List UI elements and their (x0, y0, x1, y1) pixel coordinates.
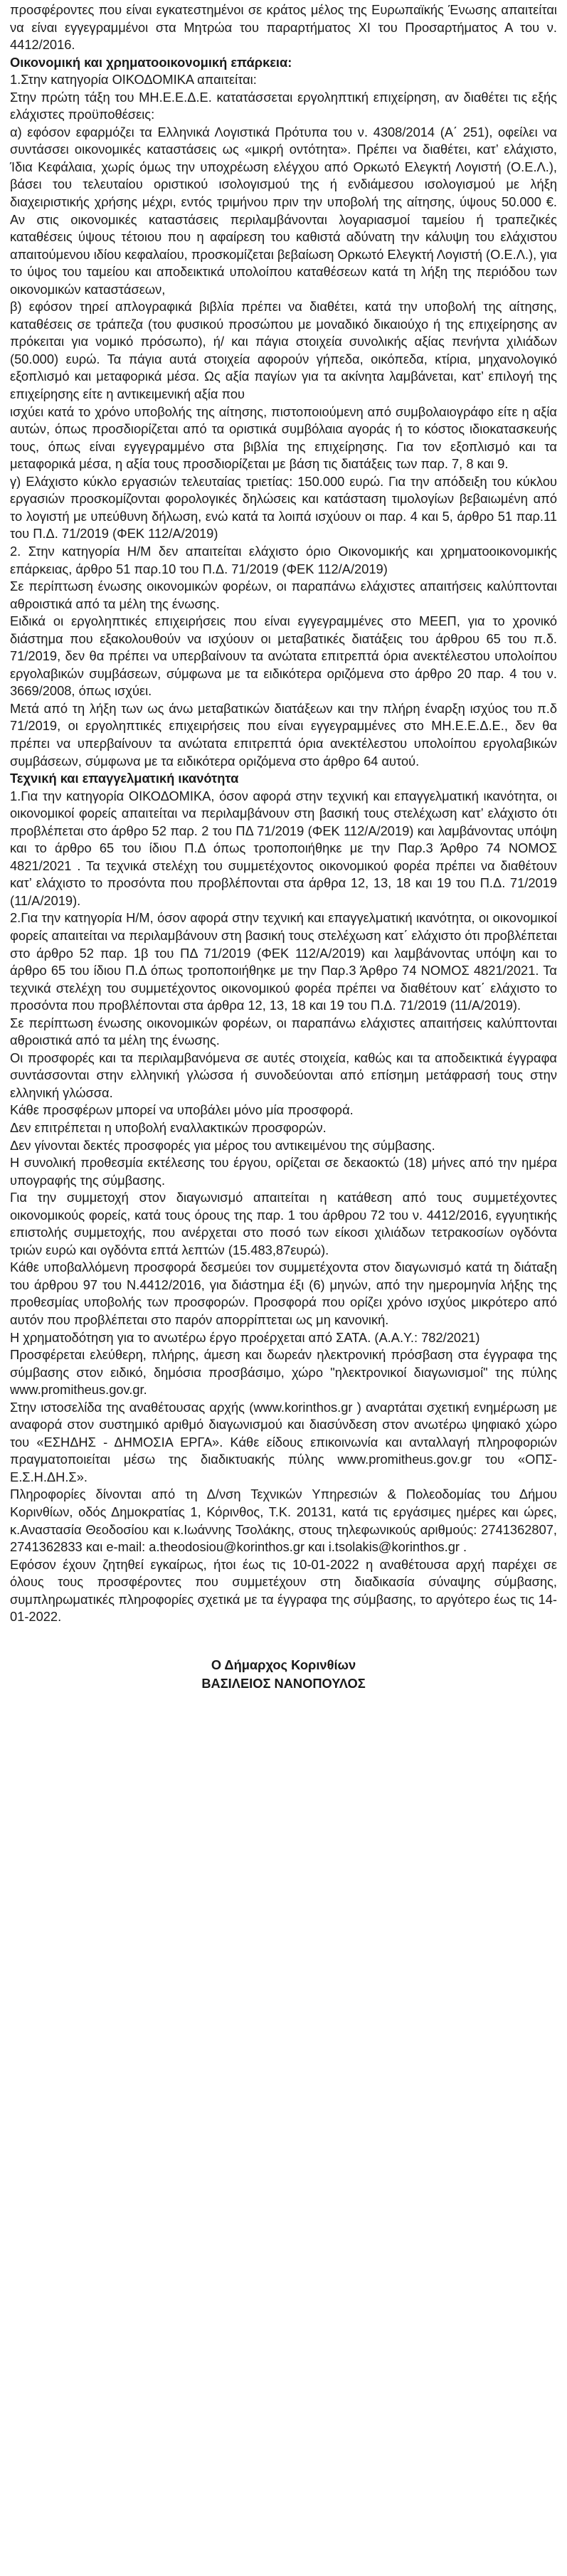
announcement-body (10, 1, 557, 1626)
body-paragraph: 1.Για την κατηγορία ΟΙΚΟΔΟΜΙΚΑ, όσον αφορά στην τεχνική και επαγγελματική ικανότητα, οι οικονομικοί φορείς απαιτείται να περιλαμβάνουν στη βασική τους στελέχωση κατ’ ελάχιστο ότι προβλέπεται στο άρθρο 52 παρ. 2 του ΠΔ 71/2019 (ΦΕΚ 112/Α/2019) και λαμβάνοντας υπόψη και το άρθρο 65 του ίδιου Π.Δ όπως τροποποιήθηκε με την Παρ.3 Άρθρο 74 ΝΟΜΟΣ 4821/2021 . Τα τεχνικά στελέχη του συμμετέχοντος οικονομικού φορέα πρέπει να διαθέτουν κατ’ ελάχιστο το προσόντα που προβλέπονται στα άρθρα 12, 13, 18 και 19 του Π.Δ. 71/2019 (11/Α/2019). (10, 788, 557, 908)
body-paragraph: 2. Στην κατηγορία Η/Μ δεν απαιτείται ελάχιστο όριο Οικονομικής και χρηματοοικονομικής επάρκειας, άρθρο 51 παρ.10 του Π.Δ. 71/2019 (ΦΕΚ 112/Α/2019) (10, 543, 557, 576)
body-paragraph: Ειδικά οι εργοληπτικές επιχειρήσεις που είναι εγγεγραμμένες στο ΜΕΕΠ, για το χρονικό διάστημα που εξακολουθούν να ισχύουν οι μεταβατικές διατάξεις του άρθρου 65 του π.δ. 71/2019, δεν θα πρέπει να υπερβαίνουν τα ανώτατα επιτρεπτά όρια ανεκτέλεστου υπολοίπου εργολαβικών συμβάσεων, σύμφωνα με τα ειδικότερα οριζόμενα στο άρθρο 20 παρ. 4 του ν. 3669/2008, όπως ισχύει. (10, 613, 557, 699)
body-paragraph: Εφόσον έχουν ζητηθεί εγκαίρως, ήτοι έως τις 10-01-2022 η αναθέτουσα αρχή παρέχει σε όλους τους προσφέροντες που συμμετέχουν στη διαδικασία σύναψης σύμβασης, συμπληρωματικές πληροφορίες σχετικά με τα έγγραφα της σύμβασης, το αργότερο έως τις 14-01-2022. (10, 1556, 557, 1625)
body-paragraph: προσφέροντες που είναι εγκατεστημένοι σε κράτος μέλος της Ευρωπαϊκής Ένωσης απαιτείται να είναι εγγεγραμμένοι στα Μητρώα του παραρτήματος XI του Προσαρτήματος Α του ν. 4412/2016. (10, 2, 557, 53)
body-paragraph: γ) Ελάχιστο κύκλο εργασιών τελευταίας τριετίας: 150.000 ευρώ. Για την απόδειξη του κύκλου εργασιών προσκομίζονται φορολογικές δηλώσεις και κατάσταση τιμολογίων βεβαιωμένη από το λογιστή με υπεύθυνη δήλωση, ενώ κατά τα λοιπά ισχύουν οι παρ. 4 και 5, άρθρο 51 παρ.11 του Π.Δ. 71/2019 (ΦΕΚ 112/Α/2019) (10, 473, 557, 542)
body-paragraph: ισχύει κατά το χρόνο υποβολής της αίτησης, πιστοποιούμενη από συμβολαιογράφο είτε η αξία αυτών, όπως προσδιορίζεται από τα οριστικά συμβόλαια αγοράς ή το κόστος ιδιοκατασκευής τους, όπως είναι εγγεγραμμένο στα βιβλία της επιχείρησης. Για τον εξοπλισμό και τα μεταφορικά μέσα, η αξία τους προσδιορίζεται με βάση τις διατάξεις των παρ. 7, 8 και 9. (10, 403, 557, 472)
body-paragraph: Πληροφορίες δίνονται από τη Δ/νση Τεχνικών Υπηρεσιών & Πολεοδομίας του Δήμου Κορινθίων, οδός Δημοκρατίας 1, Κόρινθος, Τ.Κ. 20131, κατά τις εργάσιμες ημέρες και ώρες, κ.Αναστασία Θεοδοσίου και κ.Ιωάννης Τσολάκης, στους τηλεφωνικούς αριθμούς: 2741362807, 2741362833 και e-mail: a.theodosiou@korinthos.gr και i.tsolakis@korinthos.gr . (10, 1487, 557, 1555)
body-paragraph: 1.Στην κατηγορία ΟΙΚΟΔΟΜΙΚΑ απαιτείται: (10, 72, 257, 88)
section-heading: Τεχνική και επαγγελματική ικανότητα (10, 771, 239, 786)
body-paragraph: Η χρηματοδότηση για το ανωτέρω έργο προέρχεται από ΣΑΤΑ. (Α.Α.Υ.: 782/2021) (10, 1329, 480, 1345)
signature-title: Ο Δήμαρχος Κορινθίων (211, 1657, 356, 1672)
body-paragraph: Προσφέρεται ελεύθερη, πλήρης, άμεση και δωρεάν ηλεκτρονική πρόσβαση στα έγγραφα της σύμβασης στον ειδικό, δημόσια προσβάσιμο, χώρο "ηλεκτρονικοί διαγωνισμοί" της πύλης www.promitheus.gov.gr. (10, 1347, 557, 1398)
signature-block (10, 1656, 557, 1693)
body-paragraph: Κάθε προσφέρων μπορεί να υποβάλει μόνο μία προσφορά. (10, 1102, 354, 1118)
body-paragraph: Δεν επιτρέπεται η υποβολή εναλλακτικών προσφορών. (10, 1120, 327, 1135)
body-paragraph: Σε περίπτωση ένωσης οικονομικών φορέων, οι παραπάνω ελάχιστες απαιτήσεις καλύπτονται αθροιστικά από τα μέλη της ένωσης. (10, 1015, 557, 1048)
section-heading: Οικονομική και χρηματοοικονομική επάρκεια: (10, 54, 292, 70)
body-paragraph: 2.Για την κατηγορία Η/Μ, όσον αφορά στην τεχνική και επαγγελματική ικανότητα, οι οικονομικοί φορείς απαιτείται να περιλαμβάνουν στη βασική τους στελέχωση κατ΄ ελάχιστο ότι προβλέπεται στο άρθρο 52 παρ. 1β του ΠΔ 71/2019 (ΦΕΚ 112/Α/2019) και λαμβάνοντας υπόψη και το άρθρο 65 του ίδιου Π.Δ όπως τροποποιήθηκε με την Παρ.3 Άρθρο 74 ΝΟΜΟΣ 4821/2021. Τα τεχνικά στελέχη του συμμετέχοντος οικονομικού φορέα πρέπει να διαθέτουν κατ΄ ελάχιστο το προσόντα που προβλέπονται στα άρθρα 12, 13, 18 και 19 του Π.Δ. 71/2019 (11/Α/2019). (10, 910, 557, 1013)
body-paragraph: Οι προσφορές και τα περιλαμβανόμενα σε αυτές στοιχεία, καθώς και τα αποδεικτικά έγγραφα συντάσσονται στην ελληνική γλώσσα ή συνοδεύονται από επίσημη μετάφρασή τους στην ελληνική γλώσσα. (10, 1050, 557, 1100)
body-paragraph: Σε περίπτωση ένωσης οικονομικών φορέων, οι παραπάνω ελάχιστες απαιτήσεις καλύπτονται αθροιστικά από τα μέλη της ένωσης. (10, 579, 557, 611)
body-paragraph: Στην πρώτη τάξη του ΜΗ.Ε.Ε.Δ.Ε. κατατάσσεται εργοληπτική επιχείρηση, αν διαθέτει τις εξής ελάχιστες προϋποθέσεις: (10, 89, 557, 122)
body-paragraph: Δεν γίνονται δεκτές προσφορές για μέρος του αντικειμένου της σύμβασης. (10, 1137, 435, 1153)
body-paragraph: β) εφόσον τηρεί απλογραφικά βιβλία πρέπει να διαθέτει, κατά την υποβολή της αίτησης, καταθέσεις σε τράπεζα (του φυσικού προσώπου με μοναδικό δικαιούχο ή της επιχείρησης αν πρόκειται για νομικό πρόσωπο), ή/ και πάγια στοιχεία συνολικής αξίας πενήντα χιλιάδων (50.000) ευρώ. Τα πάγια αυτά στοιχεία αφορούν γήπεδα, οικόπεδα, κτίρια, μηχανολογικό εξοπλισμό και μεταφορικά μέσα. Ως αξία παγίων για τα ακίνητα λαμβάνεται, κατ’ επιλογή της επιχείρησης είτε η αντικειμενική αξία που (10, 299, 557, 402)
body-paragraph: Μετά από τη λήξη των ως άνω μεταβατικών διατάξεων και την πλήρη έναρξη ισχύος του π.δ 71/2019, οι εργοληπτικές επιχειρήσεις που είναι εγγεγραμμένες στο ΜΗ.Ε.Ε.Δ.Ε., δεν θα πρέπει να υπερβαίνουν τα ανώτατα επιτρεπτά όρια ανεκτέλεστου υπολοίπου εργολαβικών συμβάσεων, σύμφωνα με τα ειδικότερα οριζόμενα στο άρθρο 64 αυτού. (10, 700, 557, 769)
body-paragraph: Η συνολική προθεσμία εκτέλεσης του έργου, ορίζεται σε δεκαοκτώ (18) μήνες από την ημέρα υπογραφής της σύμβασης. (10, 1155, 557, 1188)
body-paragraph: α) εφόσον εφαρμόζει τα Ελληνικά Λογιστικά Πρότυπα του ν. 4308/2014 (Α΄ 251), οφείλει να συντάσσει οικονομικές καταστάσεις ως «μικρή οντότητα». Πρέπει να διαθέτει, κατ’ ελάχιστο, Ίδια Κεφάλαια, χωρίς όμως την υποχρέωση ελέγχου από Ορκωτό Ελεγκτή Λογιστή (Ο.Ε.Λ.), βάσει του τελευταίου οριστικού ισολογισμού της ή ενδιάμεσου ισολογισμού με λήξη διαχειριστικής χρήσης μέχρι, εντός τριμήνου πριν την υποβολή της αίτησης, ύψους 50.000 €. Αν στις οικονομικές καταστάσεις περιλαμβάνονται λογαριασμοί ταμείου ή τραπεζικές καταθέσεις ύψους τέτοιου που η αφαίρεση του καθιστά αδύνατη την κάλυψη του ελάχιστου απαιτούμενου ιδίου κεφαλαίου, προσκομίζεται βεβαίωση Ορκωτό Ελεγκτή Λογιστή (Ο.Ε.Λ.), για το ύψος του ταμείου και αποδεικτικά υπολοίπου καταθέσεων κατά τη λήξη της περιόδου των οικονομικών καταστάσεων, (10, 124, 557, 297)
body-paragraph: Στην ιστοσελίδα της αναθέτουσας αρχής (www.korinthos.gr ) αναρτάται σχετική ενημέρωση με αναφορά στον συστημικό αριθμό διαγωνισμού και διασύνδεση στον ανωτέρω ψηφιακό χώρο του «ΕΣΗΔΗΣ - ΔΗΜΟΣΙΑ ΕΡΓΑ». Κάθε είδους επικοινωνία και ανταλλαγή πληροφοριών πραγματοποιείται μέσω της διαδικτυακής πύλης www.promitheus.gov.gr του «ΟΠΣ- Ε.Σ.Η.ΔΗ.Σ». (10, 1399, 557, 1484)
body-paragraph: Κάθε υποβαλλόμενη προσφορά δεσμεύει τον συμμετέχοντα στον διαγωνισμό κατά τη διάταξη του άρθρου 97 του Ν.4412/2016, για διάστημα έξι (6) μηνών, από την ημερομηνία λήξης της προθεσμίας υποβολής των προσφορών. Προσφορά που ορίζει χρόνο ισχύος μικρότερο από αυτόν που προβλέπεται στο παρόν απορρίπτεται ως μη κανονική. (10, 1260, 557, 1328)
body-paragraph: Για την συμμετοχή στον διαγωνισμό απαιτείται η κατάθεση από τους συμμετέχοντες οικονομικούς φορείς, κατά τους όρους της παρ. 1 του άρθρου 72 του ν. 4412/2016, εγγυητικής επιστολής συμμετοχής, που ανέρχεται στο ποσό των είκοσι χιλιάδων τετρακοσίων ογδόντα τριών ευρώ και ογδόντα επτά λεπτών (15.483,87ευρώ). (10, 1190, 557, 1257)
signature-name: ΒΑΣΙΛΕΙΟΣ ΝΑΝΟΠΟΥΛΟΣ (201, 1675, 366, 1691)
